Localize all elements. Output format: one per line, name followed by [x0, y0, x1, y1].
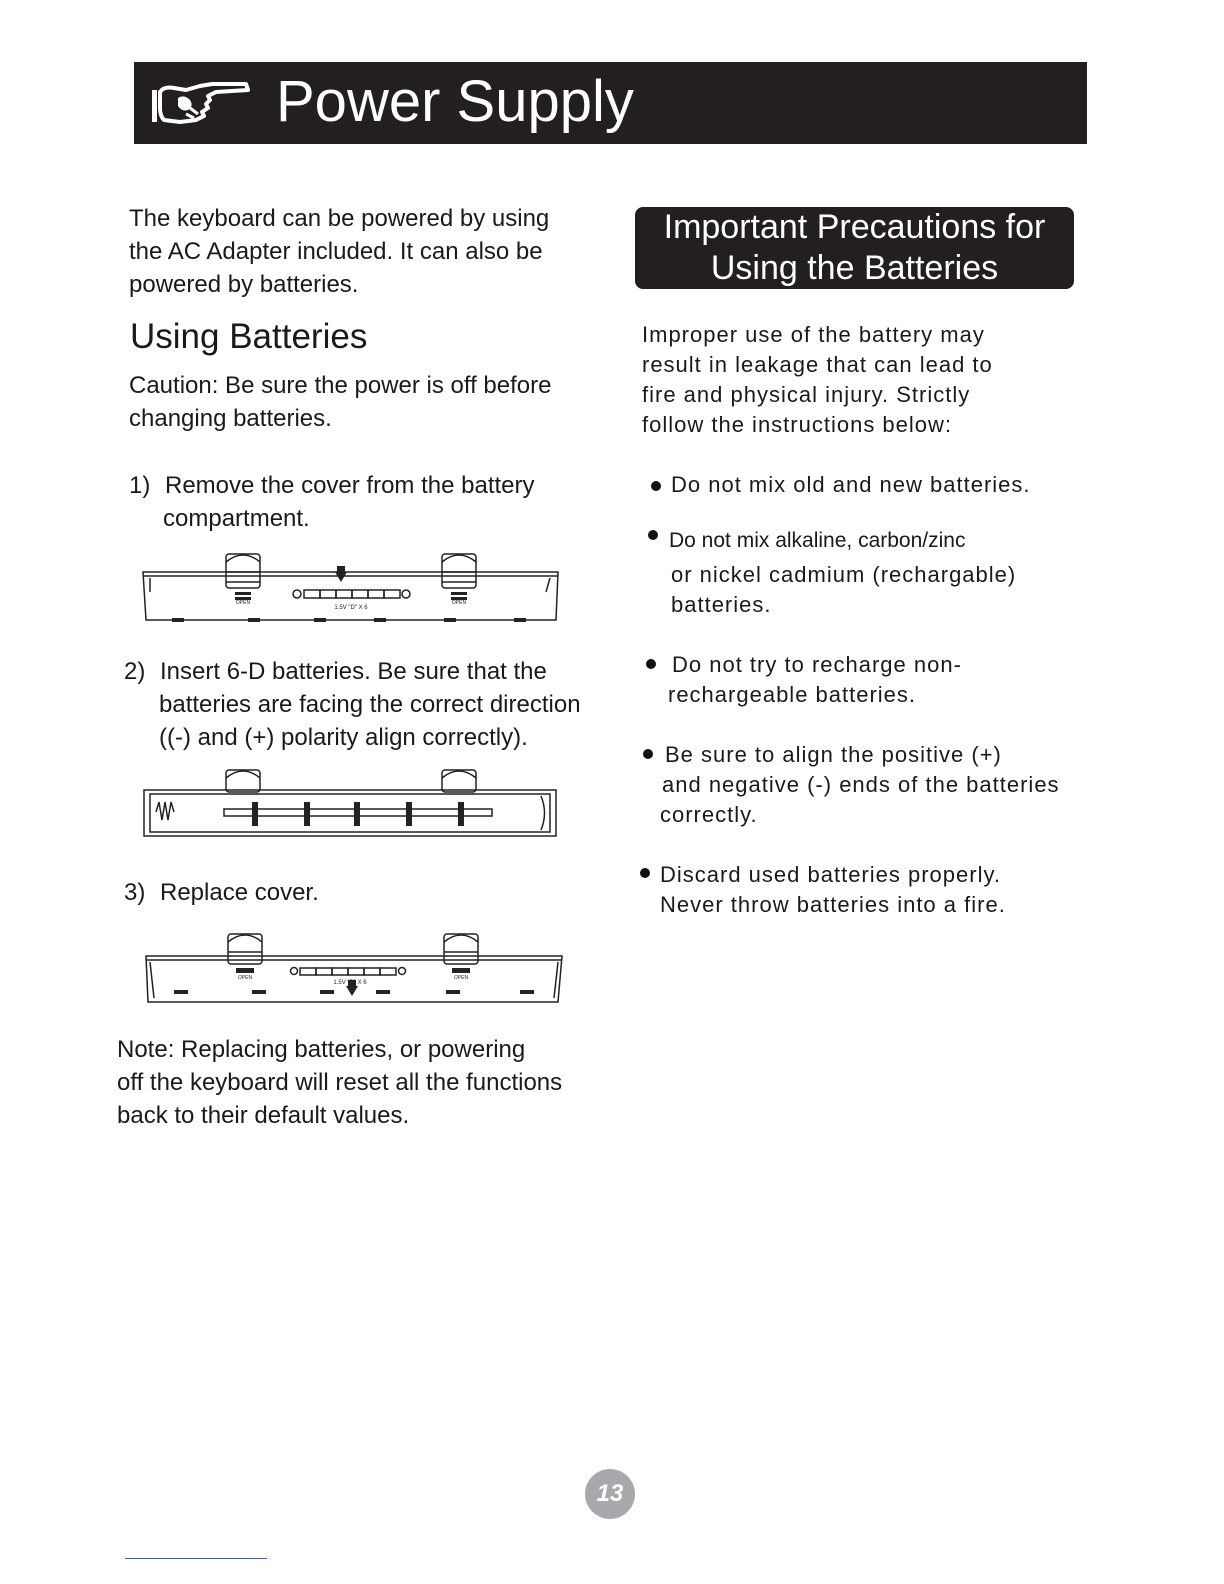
bullet-icon	[648, 530, 658, 540]
page-number: 13	[596, 1480, 624, 1507]
precaution-item: Be sure to align the positive (+)	[665, 742, 1002, 767]
open-label: OPEN	[451, 600, 467, 606]
precaution-item: Do not mix old and new batteries.	[671, 472, 1031, 497]
precautions-intro-line: Improper use of the battery may	[642, 322, 985, 347]
bullet-icon	[646, 659, 656, 669]
precautions-title-line: Using the Batteries	[710, 249, 999, 287]
precautions-title-line: Important Precautions for	[663, 208, 1046, 246]
step-number: 2)	[124, 658, 146, 685]
bullet-icon	[640, 868, 650, 878]
intro-line: powered by batteries.	[129, 271, 359, 298]
precaution-item: batteries.	[671, 592, 772, 617]
battery-spec-label: 1.5V "D" X 6	[334, 605, 368, 611]
batteries-inserted-diagram	[138, 764, 566, 842]
replace-cover-diagram	[140, 928, 568, 1008]
precautions-intro-line: follow the instructions below:	[642, 412, 953, 437]
step-text: batteries are facing the correct direction	[159, 691, 581, 718]
bullet-icon	[651, 481, 661, 491]
step-text: Replace cover.	[160, 879, 319, 906]
note-line: off the keyboard will reset all the functions	[117, 1069, 563, 1096]
precaution-item: or nickel cadmium (rechargable)	[671, 562, 1017, 587]
precaution-item: Never throw batteries into a fire.	[660, 892, 1006, 917]
caution-line: changing batteries.	[129, 405, 332, 432]
step-text: Remove the cover from the battery	[165, 472, 535, 499]
step-number: 3)	[124, 879, 146, 906]
precaution-item: correctly.	[660, 802, 758, 827]
step-number: 1)	[129, 472, 151, 499]
open-label: OPEN	[453, 975, 469, 981]
pointing-hand-icon	[150, 78, 254, 130]
step-text: Insert 6-D batteries. Be sure that the	[160, 658, 547, 685]
section-heading: Using Batteries	[130, 317, 368, 356]
step-text: compartment.	[163, 505, 310, 532]
step-text: ((-) and (+) polarity align correctly).	[159, 724, 528, 751]
open-label: OPEN	[237, 975, 253, 981]
intro-line: The keyboard can be powered by using	[129, 205, 550, 232]
open-label: OPEN	[235, 600, 251, 606]
precaution-item: rechargeable batteries.	[668, 682, 917, 707]
footer-rule	[125, 1558, 267, 1559]
intro-line: the AC Adapter included. It can also be	[129, 238, 543, 265]
battery-spec-label: 1.5V "D" X 6	[333, 980, 367, 986]
precautions-intro-line: result in leakage that can lead to	[642, 352, 993, 377]
precautions-intro-line: fire and physical injury. Strictly	[642, 382, 971, 407]
caution-line: Caution: Be sure the power is off before	[129, 372, 552, 399]
bullet-icon	[643, 749, 653, 759]
precaution-item: Do not mix alkaline, carbon/zinc	[669, 529, 966, 552]
note-line: back to their default values.	[117, 1102, 410, 1129]
page-title: Power Supply	[276, 69, 634, 134]
precautions-title	[635, 207, 1074, 289]
precaution-item: Discard used batteries properly.	[660, 862, 1001, 887]
precaution-item: and negative (-) ends of the batteries	[662, 772, 1060, 797]
note-line: Note: Replacing batteries, or powering	[117, 1036, 526, 1063]
precaution-item: Do not try to recharge non-	[672, 652, 962, 677]
battery-cover-diagram	[138, 546, 566, 628]
